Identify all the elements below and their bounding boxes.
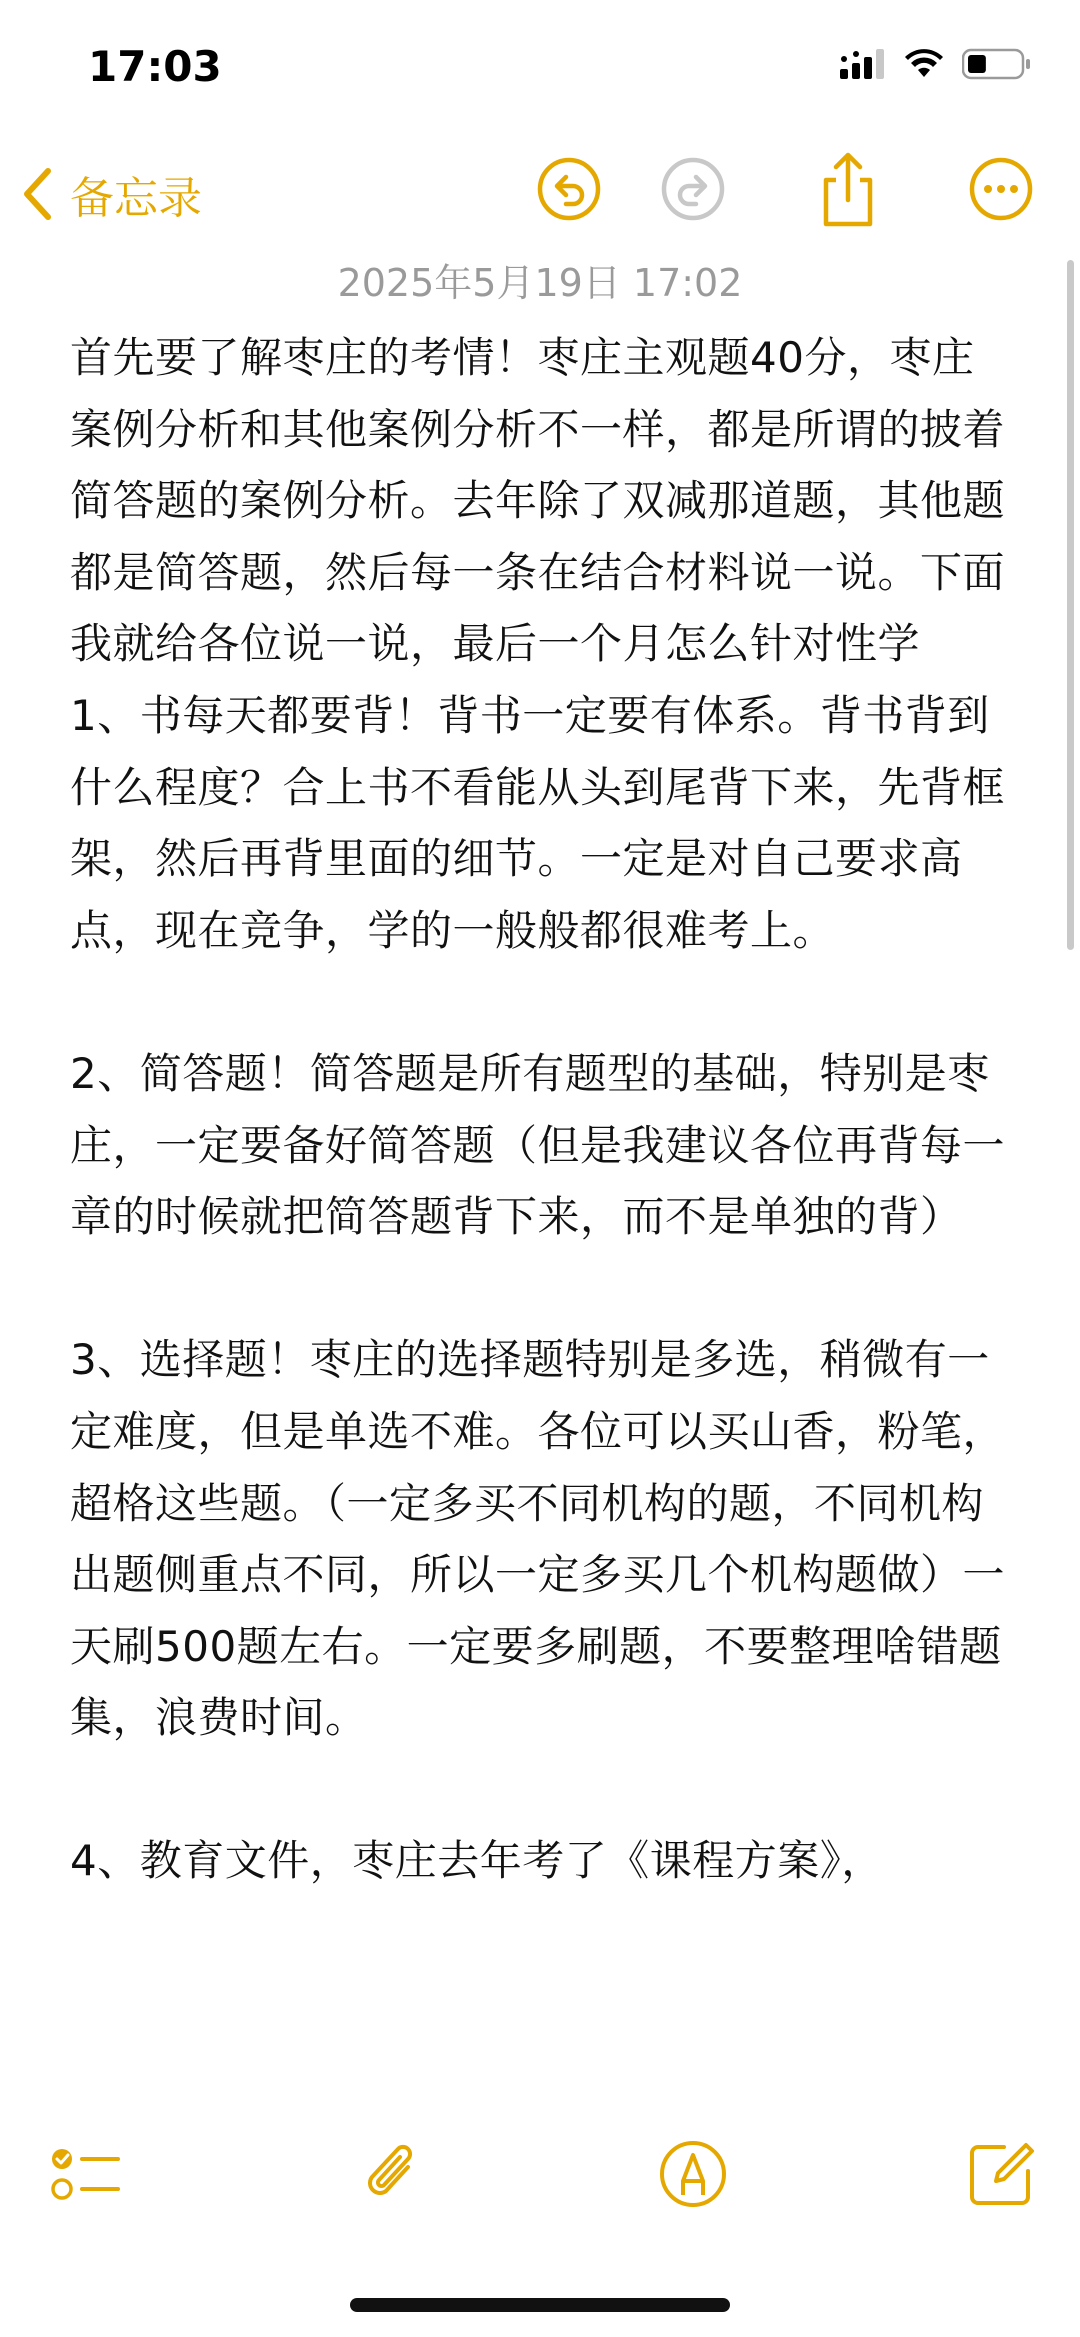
more-icon[interactable] bbox=[968, 156, 1034, 222]
status-icons bbox=[840, 48, 1032, 80]
chevron-left-icon bbox=[22, 167, 52, 221]
note-paragraph: 1、书每天都要背！背书一定要有体系。背书背到什么程度？合上书不看能从头到尾背下来，先背框架，然后再背里面的细节。一定是对自己要求高点，现在竞争，学的一般般都很难考上。 bbox=[70, 690, 1006, 955]
note-blank-line bbox=[70, 966, 1010, 1038]
markup-pen-icon[interactable] bbox=[656, 2137, 730, 2211]
note-paragraph: 3、选择题！枣庄的选择题特别是多选，稍微有一定难度，但是单选不难。各位可以买山香，粉笔，超格这些题。（一定多买不同机构的题，不同机构出题侧重点不同，所以一定多买几个机构题做）一天刷500题左右。一定要多刷题，不要整理啥错题集，浪费时间。 bbox=[70, 1335, 1006, 1743]
cellular-signal-icon bbox=[840, 49, 886, 79]
scrollbar[interactable] bbox=[1067, 260, 1074, 950]
share-icon[interactable] bbox=[818, 150, 878, 230]
note-blank-line bbox=[70, 1754, 1010, 1826]
home-indicator[interactable] bbox=[350, 2298, 730, 2312]
bottom-toolbar bbox=[0, 2125, 1080, 2245]
paperclip-icon[interactable] bbox=[356, 2137, 430, 2211]
note-paragraph: 首先要了解枣庄的考情！枣庄主观题40分，枣庄案例分析和其他案例分析不一样，都是所谓的披着简答题的案例分析。去年除了双减那道题，其他题都是简答题，然后每一条在结合材料说一说。下面我就给各位说一说，最后一个月怎么针对性学 bbox=[70, 333, 1006, 669]
compose-icon[interactable] bbox=[964, 2137, 1038, 2211]
status-bar bbox=[0, 0, 1080, 140]
checklist-icon[interactable] bbox=[48, 2137, 122, 2211]
note-paragraph: 4、教育文件，枣庄去年考了《课程方案》， bbox=[70, 1836, 884, 1886]
back-label: 备忘录 bbox=[70, 173, 202, 224]
note-paragraph: 2、简答题！简答题是所有题型的基础，特别是枣庄，一定要备好简答题（但是我建议各位再背每一章的时候就把简答题背下来，而不是单独的背） bbox=[70, 1048, 1006, 1242]
note-date: 2025年5月19日 17:02 bbox=[337, 261, 743, 305]
back-button[interactable] bbox=[22, 162, 202, 226]
nav-bar bbox=[0, 150, 1080, 240]
note-body[interactable] bbox=[70, 322, 1010, 1897]
status-time: 17:03 bbox=[88, 42, 222, 91]
undo-icon[interactable] bbox=[536, 156, 602, 222]
note-blank-line bbox=[70, 1253, 1010, 1325]
battery-icon bbox=[962, 48, 1032, 80]
wifi-icon bbox=[904, 49, 944, 79]
redo-icon[interactable] bbox=[660, 156, 726, 222]
